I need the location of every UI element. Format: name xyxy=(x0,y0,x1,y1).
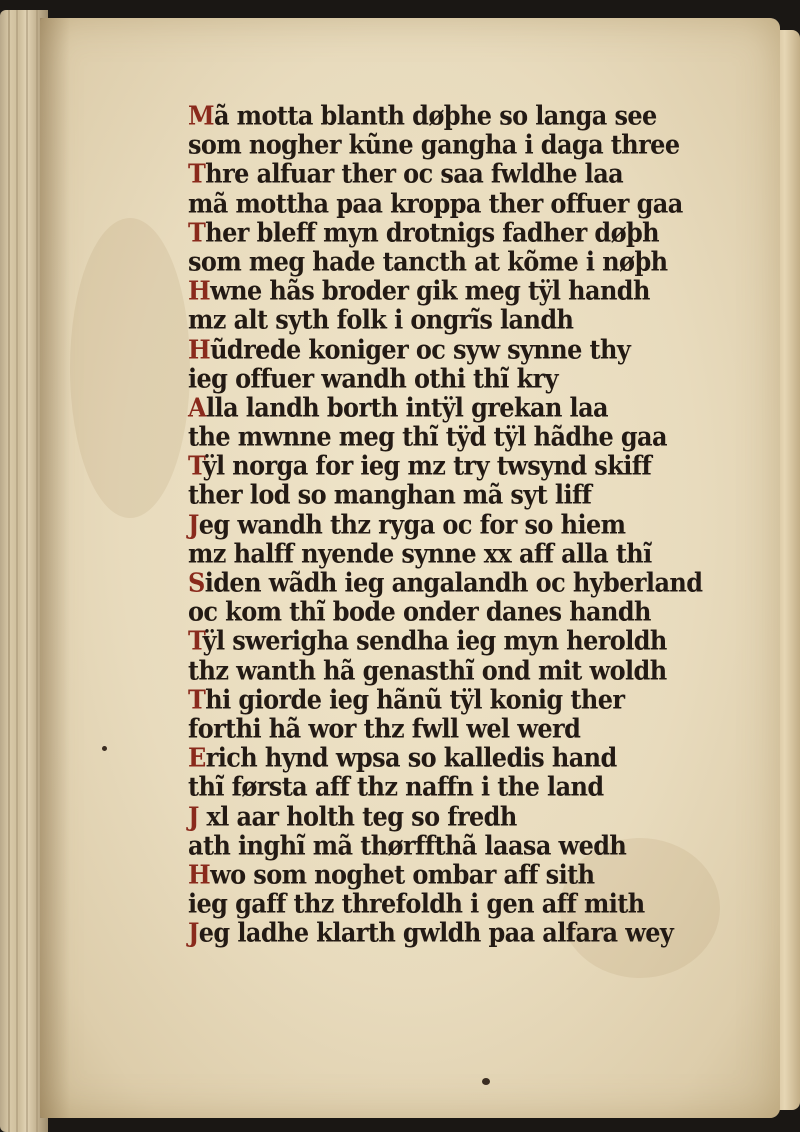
gutter-shadow xyxy=(40,18,70,1118)
verse-text-block xyxy=(188,101,708,947)
verse-line: Jeg ladhe klarth gwldh paa alfara wey xyxy=(188,917,674,949)
verse-line: ieg offuer wandh othi thĩ kry xyxy=(188,362,558,394)
verse-line: thz wanth hã genasthĩ ond mit woldh xyxy=(188,654,667,686)
verse-line: ieg gaff thz threfoldh i gen aff mith xyxy=(188,887,645,920)
verse-line: J xl aar holth teg so fredh xyxy=(188,800,517,832)
verse-line: mã mottha paa kroppa ther offuer gaa xyxy=(188,187,683,219)
verse-line: som meg hade tancth at kõme i nøþh xyxy=(188,245,668,278)
verse-line: Tÿl swerigha sendha ieg myn heroldh xyxy=(188,625,667,657)
verse-line: Hwo som noghet ombar aff sith xyxy=(188,858,595,891)
paper-stain xyxy=(70,218,190,518)
verse-line: mz alt syth folk i ongrĩs landh xyxy=(188,304,574,336)
verse-line: Alla landh borth intÿl grekan laa xyxy=(188,391,608,424)
ink-dot xyxy=(482,1078,490,1085)
verse-line: forthi hã wor thz fwll wel werd xyxy=(188,712,581,745)
verse-line: Tÿl norga for ieg mz try twsynd skiff xyxy=(188,450,652,482)
verse-line: Erich hynd wpsa so kalledis hand xyxy=(188,741,617,774)
verse-line: thĩ førsta aff thz naffn i the land xyxy=(188,771,604,803)
verse-line: som nogher kũne gangha i daga three xyxy=(188,129,680,161)
verse-line: ath inghĩ mã thørffthã laasa wedh xyxy=(188,829,627,861)
verse-line: mz halff nyende synne xx aff alla thĩ xyxy=(188,537,652,569)
verse-line: ther lod so manghan mã syt liff xyxy=(188,479,592,511)
verse-line: Thi giorde ieg hãnũ tÿl konig ther xyxy=(188,683,625,715)
verse-line: Thre alfuar ther oc saa fwldhe laa xyxy=(188,158,624,190)
verse-line: the mwnne meg thĩ tÿd tÿl hãdhe gaa xyxy=(188,420,667,453)
ink-dot xyxy=(102,746,107,751)
verse-line: Hũdrede koniger oc syw synne thy xyxy=(188,333,631,365)
verse-line: Hwne hãs broder gik meg tÿl handh xyxy=(188,274,650,307)
verse-line: Ther bleff myn drotnigs fadher døþh xyxy=(188,216,660,248)
verse-line: oc kom thĩ bode onder danes handh xyxy=(188,596,651,628)
verse-line: Jeg wandh thz ryga oc for so hiem xyxy=(188,508,626,540)
verse-line: Mã motta blanth døþhe so langa see xyxy=(188,99,657,132)
verse-line: Siden wãdh ieg angalandh oc hyberland xyxy=(188,566,703,599)
